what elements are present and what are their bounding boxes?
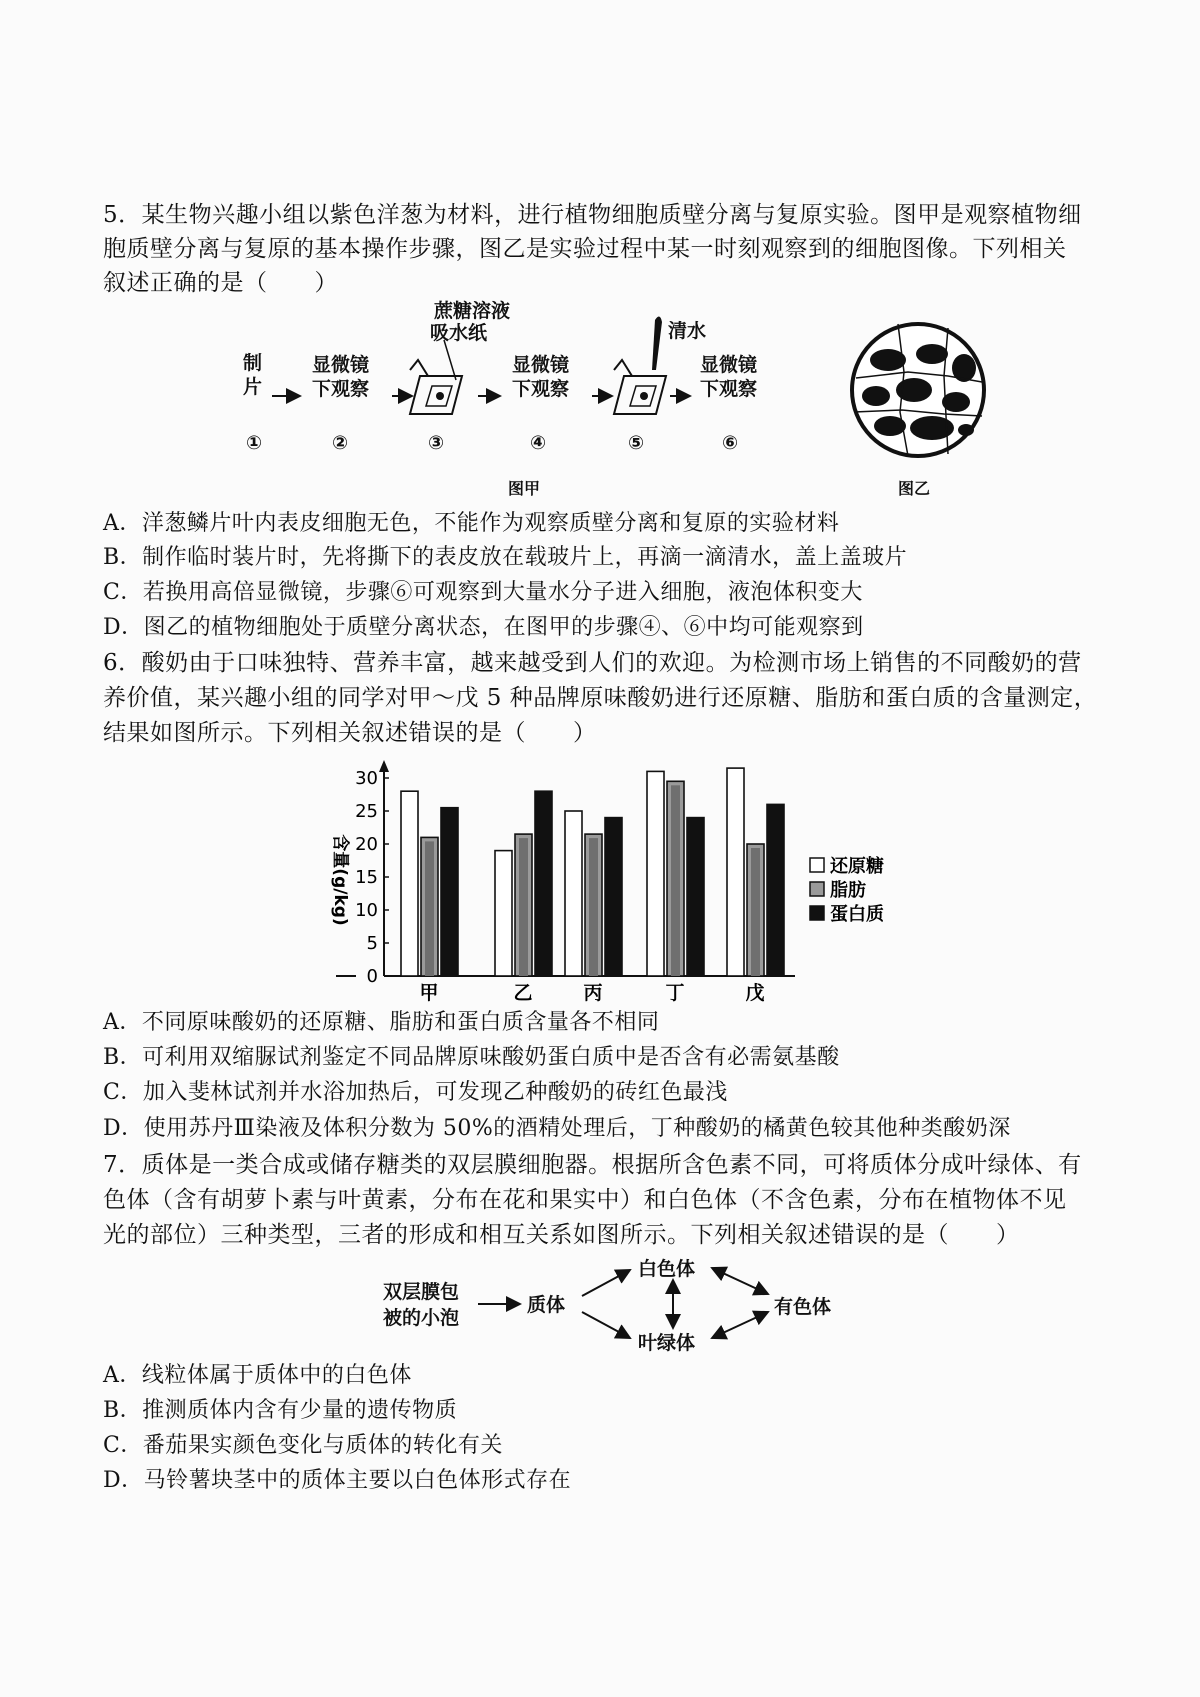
x-tick-label: 丁	[665, 982, 685, 1004]
q7-stem-line-3: 光的部位）三种类型，三者的形成和相互关系如图所示。下列相关叙述错误的是（ ）	[103, 1222, 1020, 1248]
step-num-3: ③	[428, 432, 445, 454]
q5-stem-line-1: 5．某生物兴趣小组以紫色洋葱为材料，进行植物细胞质壁分离与复原实验。图甲是观察植物细	[103, 202, 1082, 228]
step4-label-b: 下观察	[512, 378, 570, 400]
q6-option-d: D．使用苏丹Ⅲ染液及体积分数为 50%的酒精处理后，丁种酸奶的橘黄色较其他种类酸奶深	[103, 1116, 1011, 1141]
source-label-a: 双层膜包	[383, 1281, 460, 1303]
bar-fat-shade	[671, 785, 680, 976]
legend-swatch	[810, 906, 824, 920]
q7-option-d: D．马铃薯块茎中的质体主要以白色体形式存在	[103, 1468, 572, 1493]
bar-protein	[605, 818, 622, 976]
bar-fat-shade	[589, 838, 598, 976]
bar-reducing-sugar	[727, 768, 744, 976]
source-label-b: 被的小泡	[383, 1307, 460, 1329]
q5-option-d: D．图乙的植物细胞处于质壁分离状态，在图甲的步骤④、⑥中均可能观察到	[103, 615, 864, 640]
q5-option-a: A．洋葱鳞片叶内表皮细胞无色，不能作为观察质壁分离和复原的实验材料	[103, 511, 840, 536]
legend-label: 蛋白质	[830, 904, 884, 925]
chloroplast-label: 叶绿体	[638, 1332, 696, 1354]
x-tick-label: 乙	[513, 982, 533, 1004]
step6-label-b: 下观察	[700, 378, 758, 400]
bar-fat-shade	[751, 848, 760, 976]
q5-stem-line-2: 胞质壁分离与复原的基本操作步骤，图乙是实验过程中某一时刻观察到的细胞图像。下列相关	[103, 236, 1067, 262]
x-tick-label: 甲	[419, 982, 439, 1004]
plastid-arrows	[0, 1240, 1200, 1370]
legend-swatch	[810, 882, 824, 896]
bar-reducing-sugar	[565, 811, 582, 976]
step1-label-b: 片	[243, 376, 263, 398]
y-axis-label: 含量(g/kg)	[330, 834, 350, 926]
y-tick-label: 30	[355, 768, 378, 789]
step-num-2: ②	[332, 432, 349, 454]
step-num-1: ①	[246, 432, 263, 454]
q7-option-c: C．番茄果实颜色变化与质体的转化有关	[103, 1433, 503, 1458]
q5-option-c: C．若换用高倍显微镜，步骤⑥可观察到大量水分子进入细胞，液泡体积变大	[103, 580, 863, 605]
y-tick-label: 0	[366, 966, 378, 987]
q6-stem-line-1: 6．酸奶由于口味独特、营养丰富，越来越受到人们的欢迎。为检测市场上销售的不同酸奶的营	[103, 650, 1082, 676]
arrow-plastid-white	[582, 1270, 630, 1296]
q6-option-b: B．可利用双缩脲试剂鉴定不同品牌原味酸奶蛋白质中是否含有必需氨基酸	[103, 1045, 840, 1070]
step6-label-a: 显微镜	[700, 354, 758, 376]
step2-label-a: 显微镜	[312, 354, 370, 376]
bar-protein	[687, 818, 704, 976]
arrow-white-colored	[712, 1268, 768, 1294]
x-tick-label: 丙	[583, 982, 603, 1004]
y-tick-label: 20	[355, 834, 378, 855]
figure-b-caption: 图乙	[898, 479, 931, 498]
q7-option-b: B．推测质体内含有少量的遗传物质	[103, 1398, 458, 1423]
bar-fat-shade	[425, 841, 434, 976]
step2-label-b: 下观察	[312, 378, 370, 400]
q5-option-b: B．制作临时装片时，先将撕下的表皮放在载玻片上，再滴一滴清水，盖上盖玻片	[103, 545, 908, 570]
y-tick-label: 5	[366, 933, 378, 954]
q6-option-a: A．不同原味酸奶的还原糖、脂肪和蛋白质含量各不相同	[103, 1010, 660, 1035]
q5-stem-line-3: 叙述正确的是（ ）	[103, 270, 338, 296]
step-num-5: ⑤	[628, 432, 645, 454]
step-num-6: ⑥	[722, 432, 739, 454]
x-tick-label: 戊	[745, 982, 765, 1004]
q6-stem-line-3: 结果如图所示。下列相关叙述错误的是（ ）	[103, 720, 597, 746]
bar-protein	[535, 791, 552, 976]
bar-protein	[767, 804, 784, 976]
q7-stem-line-2: 色体（含有胡萝卜素与叶黄素，分布在花和果实中）和白色体（不含色素，分布在植物体不见	[103, 1187, 1067, 1213]
q7-stem-line-1: 7．质体是一类合成或储存糖类的双层膜细胞器。根据所含色素不同，可将质体分成叶绿体、有	[103, 1152, 1082, 1178]
plastid-label: 质体	[527, 1294, 566, 1316]
paper-label: 吸水纸	[430, 322, 488, 344]
arrow-plastid-green	[582, 1312, 630, 1338]
q7-option-a: A．线粒体属于质体中的白色体	[103, 1363, 412, 1388]
bar-fat-shade	[519, 838, 528, 976]
step4-label-a: 显微镜	[512, 354, 570, 376]
legend-label: 还原糖	[830, 856, 884, 877]
water-label: 清水	[668, 320, 707, 342]
y-tick-label: 10	[355, 900, 378, 921]
legend-label: 脂肪	[830, 880, 866, 901]
y-axis-arrowhead	[379, 760, 389, 772]
sugar-label: 蔗糖溶液	[434, 300, 511, 322]
step-num-4: ④	[530, 432, 547, 454]
y-tick-label: 15	[355, 867, 378, 888]
chromoplast-label: 有色体	[774, 1296, 832, 1318]
bar-reducing-sugar	[401, 791, 418, 976]
legend-swatch	[810, 858, 824, 872]
q6-option-c: C．加入斐林试剂并水浴加热后，可发现乙种酸奶的砖红色最浅	[103, 1080, 728, 1105]
bar-reducing-sugar	[495, 851, 512, 976]
bar-reducing-sugar	[647, 771, 664, 976]
white-plastid-label: 白色体	[638, 1258, 696, 1280]
arrow-green-colored	[712, 1312, 768, 1338]
bar-protein	[441, 808, 458, 976]
q6-stem-line-2: 养价值，某兴趣小组的同学对甲～戊 5 种品牌原味酸奶进行还原糖、脂肪和蛋白质的含量测定，	[103, 685, 1098, 711]
figure-a-caption: 图甲	[508, 479, 541, 498]
step1-label-a: 制	[243, 352, 263, 374]
y-tick-label: 25	[355, 801, 378, 822]
